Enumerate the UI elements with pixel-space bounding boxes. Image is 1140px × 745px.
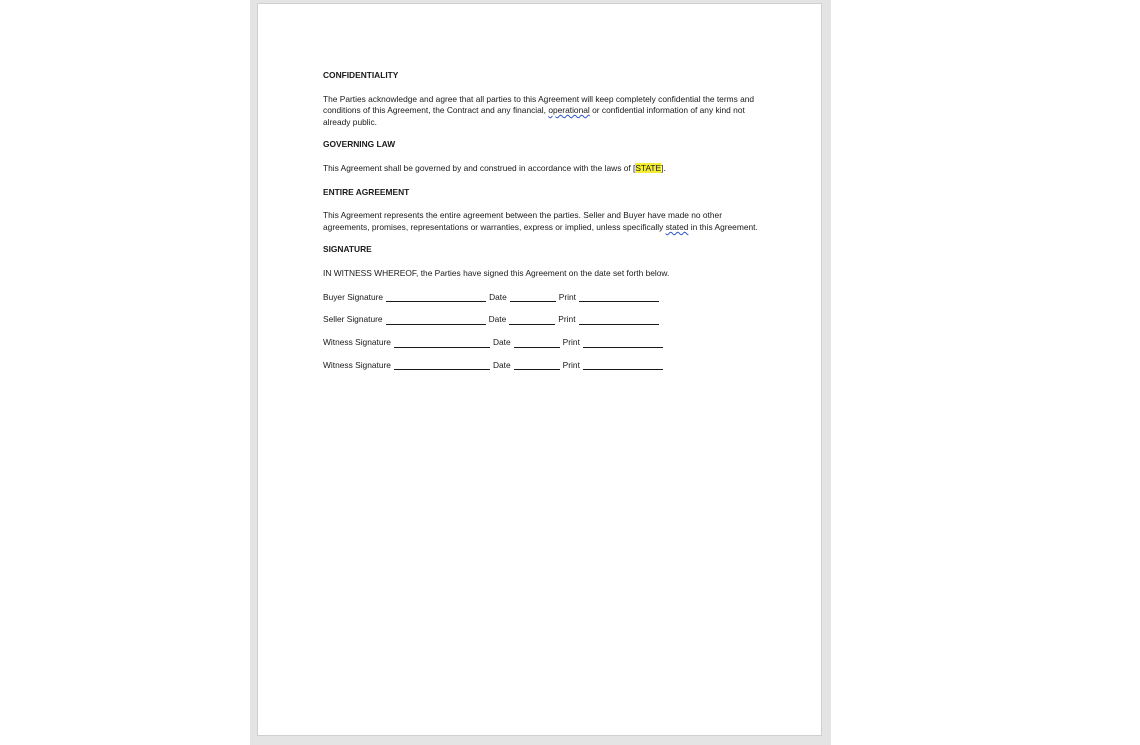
page-frame xyxy=(250,0,831,745)
confidentiality-heading: CONFIDENTIALITY xyxy=(323,70,399,80)
signature-row-label: Witness Signature xyxy=(323,359,391,370)
governing-law-text-end: ]. xyxy=(661,162,666,173)
signature-blank-line[interactable] xyxy=(394,360,490,370)
entire-agreement-text-end: in this Agreement. xyxy=(688,221,758,232)
confidentiality-paragraph xyxy=(323,94,763,129)
signature-row-seller xyxy=(323,314,763,326)
date-blank-line[interactable] xyxy=(514,360,560,370)
print-label: Print xyxy=(562,359,580,370)
entire-agreement-text-start: This Agreement represents the entire agreement between the parties. Seller and Buyer have made no other agreements, promises, representations or warranties, express or implied, unless specifically xyxy=(323,210,722,232)
date-label: Date xyxy=(492,337,511,348)
print-label: Print xyxy=(562,337,580,348)
print-blank-line[interactable] xyxy=(579,315,659,325)
spelling-flag-stated[interactable]: stated xyxy=(665,221,689,232)
signature-row-witness-1 xyxy=(323,337,763,349)
date-label: Date xyxy=(489,291,507,302)
signature-blank-line[interactable] xyxy=(386,315,486,325)
print-label: Print xyxy=(558,291,576,302)
date-blank-line[interactable] xyxy=(510,292,556,302)
state-placeholder-highlight[interactable]: STATE xyxy=(635,162,662,173)
governing-law-paragraph xyxy=(323,163,763,175)
governing-law-text-start: This Agreement shall be governed by and construed in accordance with the laws of [ xyxy=(323,162,636,173)
confidentiality-text-end: or confidential information of any kind not already public. xyxy=(323,105,745,127)
signature-blank-line[interactable] xyxy=(394,338,490,348)
date-label: Date xyxy=(492,359,511,370)
print-label: Print xyxy=(558,314,576,325)
signature-row-witness-2 xyxy=(323,360,763,372)
document-page[interactable] xyxy=(257,3,822,736)
signature-intro: IN WITNESS WHEREOF, the Parties have signed this Agreement on the date set forth below. xyxy=(323,267,670,278)
signature-row-buyer xyxy=(323,292,763,304)
confidentiality-text-start: The Parties acknowledge and agree that all parties to this Agreement will keep completely confidential the terms and conditions of this Agreement, the Contract and any financial, xyxy=(323,93,755,116)
signature-heading: SIGNATURE xyxy=(323,244,372,255)
entire-agreement-heading: ENTIRE AGREEMENT xyxy=(323,186,410,197)
print-blank-line[interactable] xyxy=(579,292,659,302)
signature-row-label: Witness Signature xyxy=(323,337,391,348)
signature-blank-line[interactable] xyxy=(386,292,486,302)
date-blank-line[interactable] xyxy=(509,315,555,325)
signature-row-label: Seller Signature xyxy=(323,314,383,325)
document-body[interactable] xyxy=(323,70,763,383)
date-label: Date xyxy=(488,314,507,325)
print-blank-line[interactable] xyxy=(583,338,663,348)
date-blank-line[interactable] xyxy=(514,338,560,348)
print-blank-line[interactable] xyxy=(583,360,663,370)
governing-law-heading: GOVERNING LAW xyxy=(323,139,396,150)
entire-agreement-paragraph xyxy=(323,210,763,233)
signature-row-label: Buyer Signature xyxy=(323,291,384,302)
spelling-flag-operational[interactable]: operational xyxy=(548,105,590,116)
